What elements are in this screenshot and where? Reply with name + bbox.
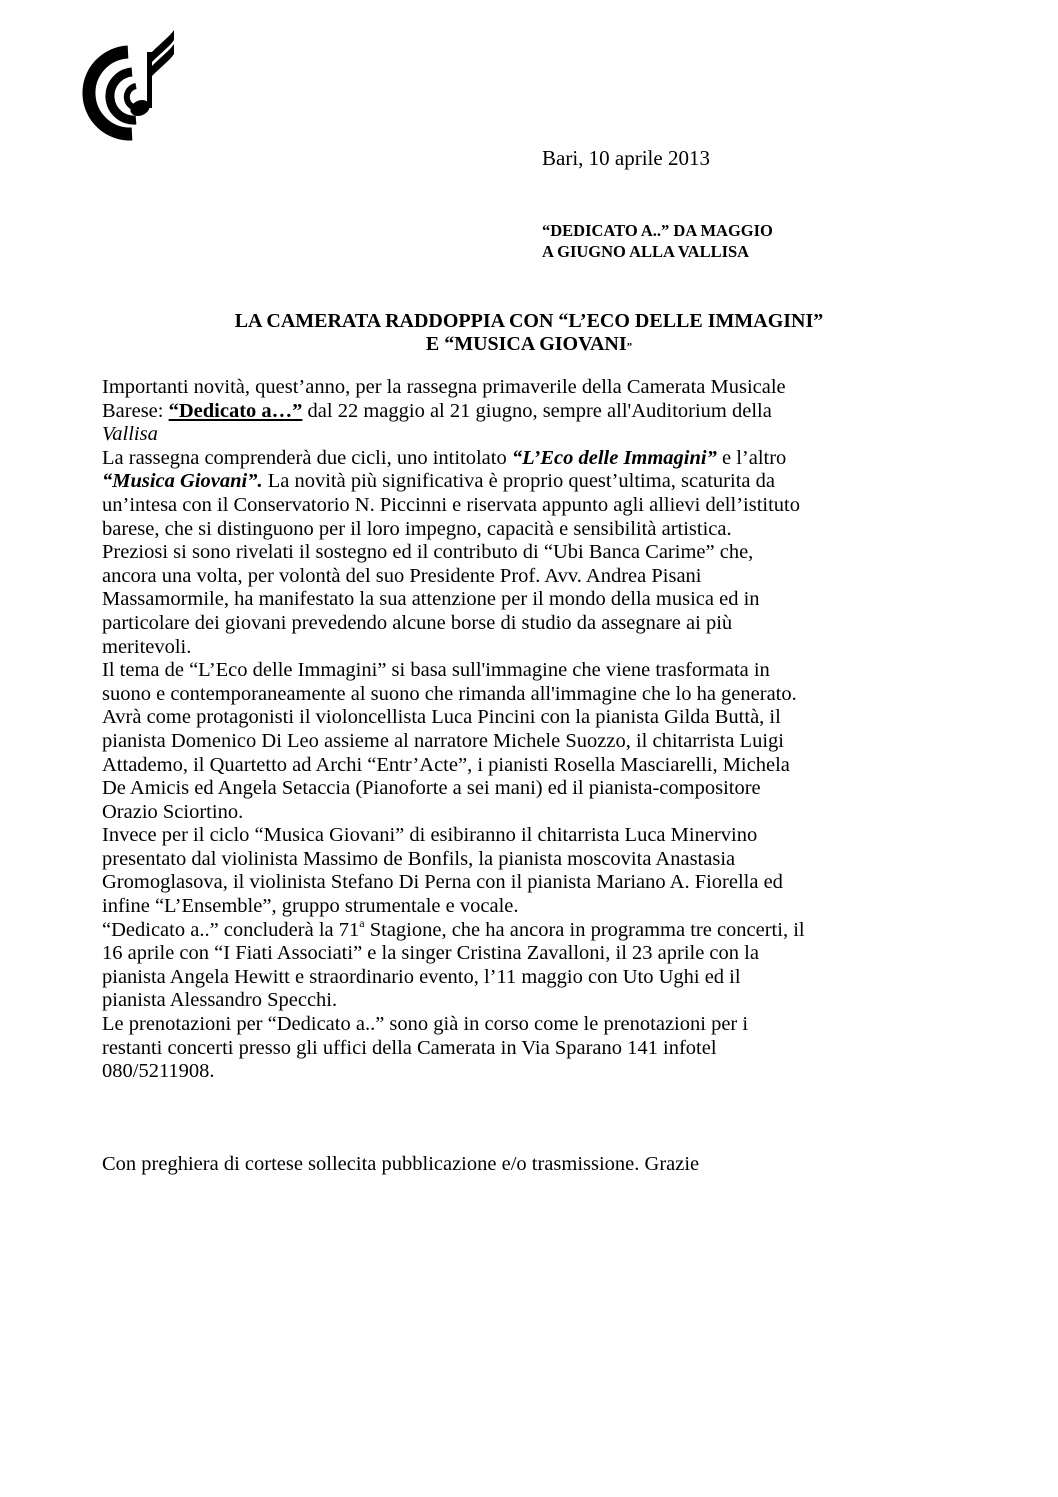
cycle-title: “Musica Giovani”. — [102, 470, 263, 493]
text-line: Gromoglasova, il violinista Stefano Di Perna con il pianista Mariano A. Fiorella ed — [102, 871, 783, 894]
headline-end-quote: ” — [626, 341, 633, 353]
text-fragment: Barese: — [102, 399, 169, 422]
text-line — [102, 915, 972, 943]
text-line — [102, 400, 972, 424]
text-line: Le prenotazioni per “Dedicato a..” sono già in corso come le prenotazioni per i — [102, 1013, 749, 1036]
text-line: particolare dei giovani prevedendo alcune borse di studio da assegnare ai più — [102, 611, 733, 634]
paragraph — [102, 447, 972, 541]
text-fragment: e l’altro — [716, 446, 787, 469]
paragraph — [102, 659, 972, 824]
paragraph — [102, 376, 972, 447]
closing-line: Con preghiera di cortese sollecita pubblicazione e/o trasmissione. Grazie — [102, 1153, 700, 1175]
paragraph — [102, 915, 972, 1013]
venue-name: Vallisa — [102, 423, 158, 446]
press-release-headline — [0, 310, 1058, 359]
festival-title: “Dedicato a…” — [168, 399, 303, 422]
text-line: 16 aprile con “I Fiati Associati” e la singer Cristina Zavalloni, il 23 aprile con la — [102, 942, 759, 965]
text-line: presentato dal violinista Massimo de Bonfils, la pianista moscovita Anastasia — [102, 847, 736, 870]
text-line: Massamormile, ha manifestato la sua attenzione per il mondo della musica ed in — [102, 588, 760, 611]
text-line: Invece per il ciclo “Musica Giovani” di esibiranno il chitarrista Luca Minervino — [102, 824, 758, 847]
text-line: suono e contemporaneamente al suono che rimanda all'immagine che lo ha generato. — [102, 682, 797, 705]
headline-line: LA CAMERATA RADDOPPIA CON “L’ECO DELLE IMMAGINI” — [234, 310, 824, 332]
text-line: 080/5211908. — [102, 1060, 215, 1083]
text-line: ancora una volta, per volontà del suo Presidente Prof. Avv. Andrea Pisani — [102, 564, 702, 587]
text-line: Orazio Sciortino. — [102, 800, 244, 823]
text-fragment: “Dedicato a..” concluderà la 71 — [102, 918, 360, 941]
cycle-title: “L’Eco delle Immagini” — [511, 446, 717, 469]
camerata-music-note-logo-icon — [70, 30, 178, 148]
text-line: Attademo, il Quartetto ad Archi “Entr’Acte”, i pianisti Rosella Masciarelli, Michela — [102, 753, 790, 776]
text-line: Il tema de “L’Eco delle Immagini” si basa sull'immagine che viene trasformata in — [102, 659, 770, 682]
text-line: meritevoli. — [102, 635, 192, 658]
text-fragment: Stagione, che ha ancora in programma tre concerti, il — [364, 918, 805, 941]
text-line: De Amicis ed Angela Setaccia (Pianoforte a sei mani) ed il pianista-compositore — [102, 777, 761, 800]
letter-subject — [542, 220, 773, 262]
text-line: Preziosi si sono rivelati il sostegno ed il contributo di “Ubi Banca Carime” che, — [102, 541, 754, 564]
text-line: barese, che si distinguono per il loro impegno, capacità e sensibilità artistica. — [102, 517, 732, 540]
text-line: Importanti novità, quest’anno, per la rassegna primaverile della Camerata Musicale — [102, 376, 786, 398]
headline-line — [0, 333, 1058, 359]
text-fragment: dal 22 maggio al 21 giugno, sempre all'Auditorium della — [302, 399, 772, 422]
paragraph — [102, 1013, 972, 1084]
ordinal-superscript: a — [359, 915, 365, 930]
text-line: restanti concerti presso gli uffici della Camerata in Via Sparano 141 infotel — [102, 1036, 717, 1059]
subject-line: A GIUGNO ALLA VALLISA — [542, 242, 750, 261]
text-line: pianista Domenico Di Leo assieme al narratore Michele Suozzo, il chitarrista Luigi — [102, 729, 784, 752]
text-line: pianista Alessandro Specchi. — [102, 989, 338, 1012]
subject-line: “DEDICATO A..” DA MAGGIO — [542, 221, 773, 240]
text-fragment: La novità più significativa è proprio quest’ultima, scaturita da — [262, 470, 775, 493]
text-line — [102, 447, 972, 471]
letter-date: Bari, 10 aprile 2013 — [542, 146, 710, 170]
text-line: infine “L’Ensemble”, gruppo strumentale e vocale. — [102, 895, 519, 918]
text-fragment: La rassegna comprenderà due cicli, uno intitolato — [102, 446, 512, 469]
text-line: un’intesa con il Conservatorio N. Piccinni e riservata appunto agli allievi dell’istituto — [102, 493, 800, 516]
paragraph — [102, 824, 972, 918]
headline-line-text: E “MUSICA GIOVANI — [425, 333, 627, 355]
text-line — [102, 470, 972, 494]
press-release-body — [102, 376, 972, 1084]
text-line: pianista Angela Hewitt e straordinario evento, l’11 maggio con Uto Ughi ed il — [102, 965, 741, 988]
text-line: Avrà come protagonisti il violoncellista Luca Pincini con la pianista Gilda Buttà, il — [102, 706, 781, 729]
paragraph — [102, 541, 972, 659]
